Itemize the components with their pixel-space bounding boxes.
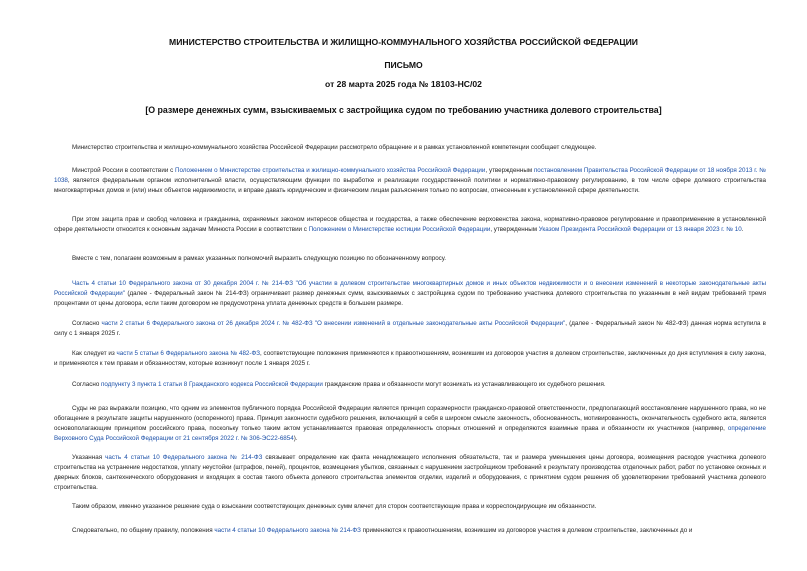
paragraph-text: , (далее - Федеральный закон № 482-ФЗ) данная норма вступила в силу с 1 января 2025 г. <box>54 320 766 338</box>
paragraph-part5-article6 <box>54 349 766 369</box>
document-link[interactable]: Положением о Министерстве юстиции Российской Федерации <box>308 226 491 234</box>
document-type: ПИСЬМО <box>384 60 423 70</box>
paragraph-part4-scope <box>54 453 766 493</box>
paragraph-text: , утвержденным <box>485 167 534 174</box>
paragraph-text: гражданские права и обязанности могут возникать из устанавливающего их судебного решения. <box>322 381 606 388</box>
document-link[interactable]: постановлением Правительства Российской Федерации от 18 ноября 2013 г. № 1038 <box>54 167 766 185</box>
paragraph-competence <box>54 166 766 196</box>
paragraph-text: Согласно <box>72 320 102 327</box>
paragraph-text: Таким образом, именно указанное решение суда о взыскании соответствующих денежных сумм влечет для сторон соответствующие права и корреспондирующие им обязанности. <box>72 503 597 510</box>
paragraph-482fz <box>54 319 766 339</box>
document-link[interactable]: часть 4 статьи 10 Федерального закона № 214-ФЗ <box>105 454 263 461</box>
paragraph-consequently <box>54 526 766 536</box>
document-link[interactable]: определение Верховного Суда Российской Федерации от 21 сентября 2022 г. № 306-ЭС22-6854 <box>54 425 766 443</box>
paragraph-text: ). <box>293 435 298 443</box>
paragraph-civil-code <box>54 380 766 390</box>
paragraph-text: , утвержденным <box>490 226 539 234</box>
paragraph-text: Вместе с тем, полагаем возможным в рамках указанных полномочий выразить следующую позицию по обозначенному вопросу. <box>72 255 447 262</box>
paragraph-text: Следовательно, по общему правилу, положения <box>72 527 215 534</box>
paragraph-text: , соответствующие положения применяются к правоотношениям, возникшим из договоров участия в долевом строительстве, заключенных до дня вступления в силу закона, и применяются к тем правам и обязанностям, которые возникнут после 1 января 2025 г. <box>54 350 766 368</box>
paragraph-text: Минстрой России в соответствии с <box>72 167 175 174</box>
paragraph-minjust <box>54 215 766 235</box>
paragraph-text: Министерство строительства и жилищно-коммунального хозяйства Российской Федерации рассмотрело обращение и в рамках установленной компетенции сообщает следующее. <box>72 144 597 151</box>
paragraph-text: Суды не раз выражали позицию, что одним из элементов публичного порядка Российской Федерации является принцип соразмерности гражданско-правовой ответственности, предполагающий восстановление нарушенного права, но не обогащение в результате защиты нарушенного (оспоренного) права. Принцип законности судебного решения, включающий в себя в широком смысле законность, обоснованность, мотивированность, окончательность судебного акта, является основополагающим принципом российского права, поскольку только таким актом устанавливается правовая определенность спорных отношений и определяются взаимные права и обязанности их участников (например, <box>54 405 766 433</box>
paragraph-courts-position <box>54 404 766 444</box>
paragraph-text: (далее - Федеральный закон № 214-ФЗ) ограничивает размер денежных сумм, взыскиваемых с застройщика судом по требованию участника долевого строительства по указанным в ней видам требований тремя процентами от цены договора, если таким договором не предусмотрена уплата денежных средств в большем размере. <box>54 290 766 308</box>
document-link[interactable]: Часть 4 статьи 10 Федерального закона от 30 декабря 2004 г. № 214-ФЗ "Об участии в долевом строительстве многоквартирных домов и иных объектов недвижимости и о внесении изменений в некоторые законодательные акты Российской Федерации" <box>54 280 766 298</box>
paragraph-text: При этом защита прав и свобод человека и гражданина, охраняемых законом интересов общества и государства, а также обеспечение верховенства закона, нормативно-правовое регулирование и правоприменение в установленной сфере деятельности относится к основным задачам Минюста России в соответствии с <box>54 216 766 234</box>
document-link[interactable]: Указом Президента Российской Федерации от 13 января 2023 г. № 10 <box>538 226 742 234</box>
document-link[interactable]: Положением о Министерстве строительства и жилищно-коммунального хозяйства Российской Федерации <box>175 167 486 174</box>
paragraph-conclusion <box>54 502 766 512</box>
document-link[interactable]: части 4 статьи 10 Федерального закона № 214-ФЗ <box>214 527 361 534</box>
ministry-title: МИНИСТЕРСТВО СТРОИТЕЛЬСТВА И ЖИЛИЩНО-КОММУНАЛЬНОГО ХОЗЯЙСТВА РОССИЙСКОЙ ФЕДЕРАЦИИ <box>169 37 638 47</box>
paragraph-position <box>54 254 766 264</box>
paragraph-intro <box>54 143 766 153</box>
document-date-number: от 28 марта 2025 года № 18103-НС/02 <box>325 79 482 89</box>
document-link[interactable]: подпункту 3 пункта 1 статьи 8 Гражданского кодекса Российской Федерации <box>101 381 323 388</box>
paragraph-text: . <box>741 226 744 234</box>
document-link[interactable]: части 5 статьи 6 Федерального закона № 482-ФЗ <box>116 350 261 357</box>
paragraph-text: связывает определение как факта ненадлежащего исполнения обязательств, так и размера уменьшения цены договора, возмещения расходов участника долевого строительства на устранение недостатков, уплату неустойки (штрафов, пеней), процентов, возмещения убытков, связанных с нарушением застройщиком требований к результату производства отделочных работ, работ по установке оконных и дверных блоков, сантехнического оборудования и входящих в состав такого объекта долевого строительства элементов отделки, изделий и оборудования, с принятием судом решения об удовлетворении требований участника долевого строительства. <box>54 454 766 492</box>
paragraph-text: применяются к правоотношениям, возникшим из договоров участия в долевом строительстве, заключенных до и <box>360 527 693 534</box>
paragraph-part4-article10 <box>54 279 766 309</box>
paragraph-text: , является федеральным органом исполнительной власти, осуществляющим функции по выработке и реализации государственной политики и нормативно-правовому регулированию, в том числе сфере долевого строительства многоквартирных домов и (или) иных объектов недвижимости, и вправе давать юридическим и физическим лицам разъяснения только по вопросам, отнесенным к установленной сфере деятельности. <box>54 177 766 195</box>
document-subject: [О размере денежных сумм, взыскиваемых с застройщика судом по требованию участника долевого строительства] <box>145 105 662 115</box>
paragraph-text: Указанная <box>72 454 106 461</box>
document-link[interactable]: части 2 статьи 6 Федерального закона от 26 декабря 2024 г. № 482-ФЗ "О внесении изменений в отдельные законодательные акты Российской Федерации" <box>101 320 566 327</box>
paragraph-text: Согласно <box>72 381 102 388</box>
paragraph-text: Как следует из <box>72 350 117 357</box>
